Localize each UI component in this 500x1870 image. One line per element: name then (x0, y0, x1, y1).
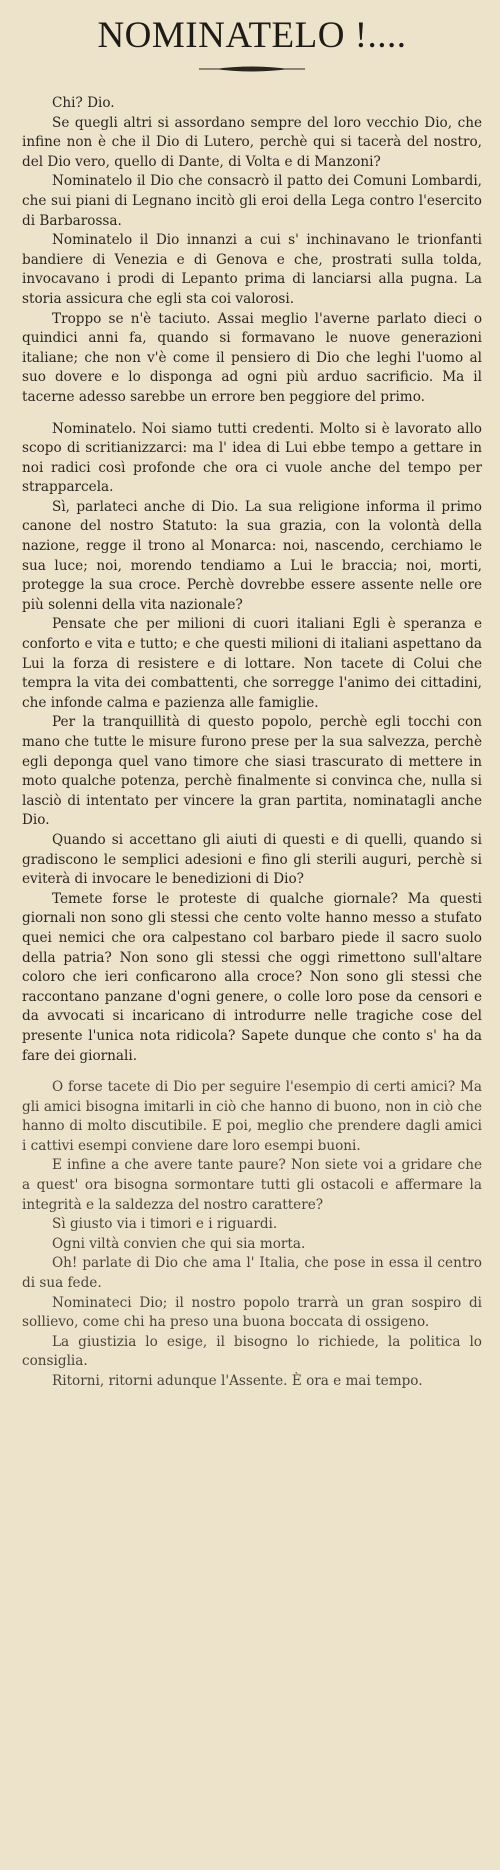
paragraph: Pensate che per milioni di cuori italiani Egli è speranza e conforto e vita e tutto; e che questi milioni di italiani aspettano da Lui la forza di resistere e di lottare. Non tacete di Colui che tempra la vita dei combattenti, che sorregge l'animo dei cittadini, che infonde calma e pazienza alle famiglie. (22, 616, 482, 711)
paragraph: Nominatelo. Noi siamo tutti credenti. Molto si è lavorato allo scopo di scritianizzarci: ma l' idea di Lui ebbe tempo a gettare in noi radici così profonde che ora ci vuole anche del tempo per strapparcela. (22, 420, 482, 496)
paragraph: Se quegli altri si assordano sempre del loro vecchio Dio, che infine non è che il Dio di Lutero, perchè qui si tacerà del nostro, del Dio vero, quello di Dante, di Volta e di Manzoni? (22, 114, 482, 170)
paragraph: Nominatelo il Dio innanzi a cui s' inchinavano le trionfanti bandiere di Venezia e di Genova e che, prostrati sulla tolda, invocavano i prodi di Lepanto prima di lanciarsi alla pugna. La storia assicura che egli sta coi valorosi. (22, 232, 482, 307)
paragraph: La giustizia lo esige, il bisogno lo richiede, la politica lo consiglia. (22, 1333, 482, 1370)
paragraph: Nominateci Dio; il nostro popolo trarrà un gran sospiro di sollievo, come chi ha preso una buona boccata di ossigeno. (22, 1294, 482, 1331)
section-1b (22, 420, 482, 1067)
paragraph: Temete forse le proteste di qualche giornale? Ma questi giornali non sono gli stessi che cento volte hanno messo a stufato quei nemici che ora calpestano col barbaro piede il sacro suolo della patria? Non sono gli stessi che oggi rimettono sull'altare coloro che ieri conficarono alla croce? Non sono gli stessi che raccontano panzane d'ogni genere, o colle loro pose da censori e da avvocati si incaricano di introdurre nelle tragiche cose del presente l'unica nota ridicola? Sapete dunque che conto s' ha da fare dei giornali. (22, 890, 482, 1064)
title-ornament (197, 64, 307, 74)
section-1 (22, 94, 482, 408)
paragraph: Oh! parlate di Dio che ama l' Italia, che pose in essa il centro di sua fede. (22, 1255, 482, 1292)
section-2 (22, 1078, 482, 1392)
paragraph: O forse tacete di Dio per seguire l'esempio di certi amici? Ma gli amici bisogna imitarli in ciò che hanno di buono, non in ciò che hanno di molto discutibile. E poi, meglio che prendere dagli amici i cattivi esempi conviene dare loro esempi buoni. (22, 1079, 482, 1154)
paragraph: Quando si accettano gli aiuti di questi e di quelli, quando si gradiscono le semplici adesioni e fino gli sterili auguri, perchè si eviterà di invocare le benedizioni di Dio? (22, 831, 482, 888)
paragraph: E infine a che avere tante paure? Non siete voi a gridare che a quest' ora bisogna sormontare tutti gli ostacoli e affermare la integrità e la saldezza del nostro carattere? (22, 1157, 482, 1213)
paragraph: Sì giusto via i timori e i riguardi. (52, 1216, 278, 1233)
paragraph: Chi? Dio. (52, 95, 115, 111)
paragraph: Ritorni, ritorni adunque l'Assente. È ora e mai tempo. (52, 1373, 423, 1389)
paragraph: Per la tranquillità di questo popolo, perchè egli tocchi con mano che tutte le misure furono prese per la sua salvezza, perchè egli deponga quel vano timore che siasi trascurato di mettere in moto qualche potenza, perchè finalmente si convinca che, nulla si lasciò di intentato per vincere la gran partita, nominatagli anche Dio. (22, 714, 482, 829)
paragraph: Troppo se n'è taciuto. Assai meglio l'averne parlato dieci o quindici anni fa, quando si formavano le nuove generazioni italiane; che non v'è come il pensiero di Dio che leghi l'uomo al suo dovere e lo disponga ad ogni più arduo sacrificio. Ma il tacerne adesso sarebbe un errore ben peggiore del primo. (22, 310, 482, 405)
article-body (22, 94, 482, 1392)
article-title: NOMINATELO !.... (97, 15, 407, 56)
paragraph: Ogni viltà convien che qui sia morta. (52, 1235, 306, 1252)
paragraph: Sì, parlateci anche di Dio. La sua religione informa il primo canone del nostro Statuto: la sua grazia, con la volontà della nazione, regge il trono al Monarca: noi, nascendo, cerchiamo le sua luce; noi, morendo tendiamo a Lui le braccia; noi, morti, protegge la sua croce. Perchè dovrebbe essere assente nelle ore più solenni della vita nazionale? (22, 498, 482, 613)
paragraph: Nominatelo il Dio che consacrò il patto dei Comuni Lombardi, che sui piani di Legnano incitò gli eroi della Lega contro l'esercito di Barbarossa. (22, 173, 482, 229)
